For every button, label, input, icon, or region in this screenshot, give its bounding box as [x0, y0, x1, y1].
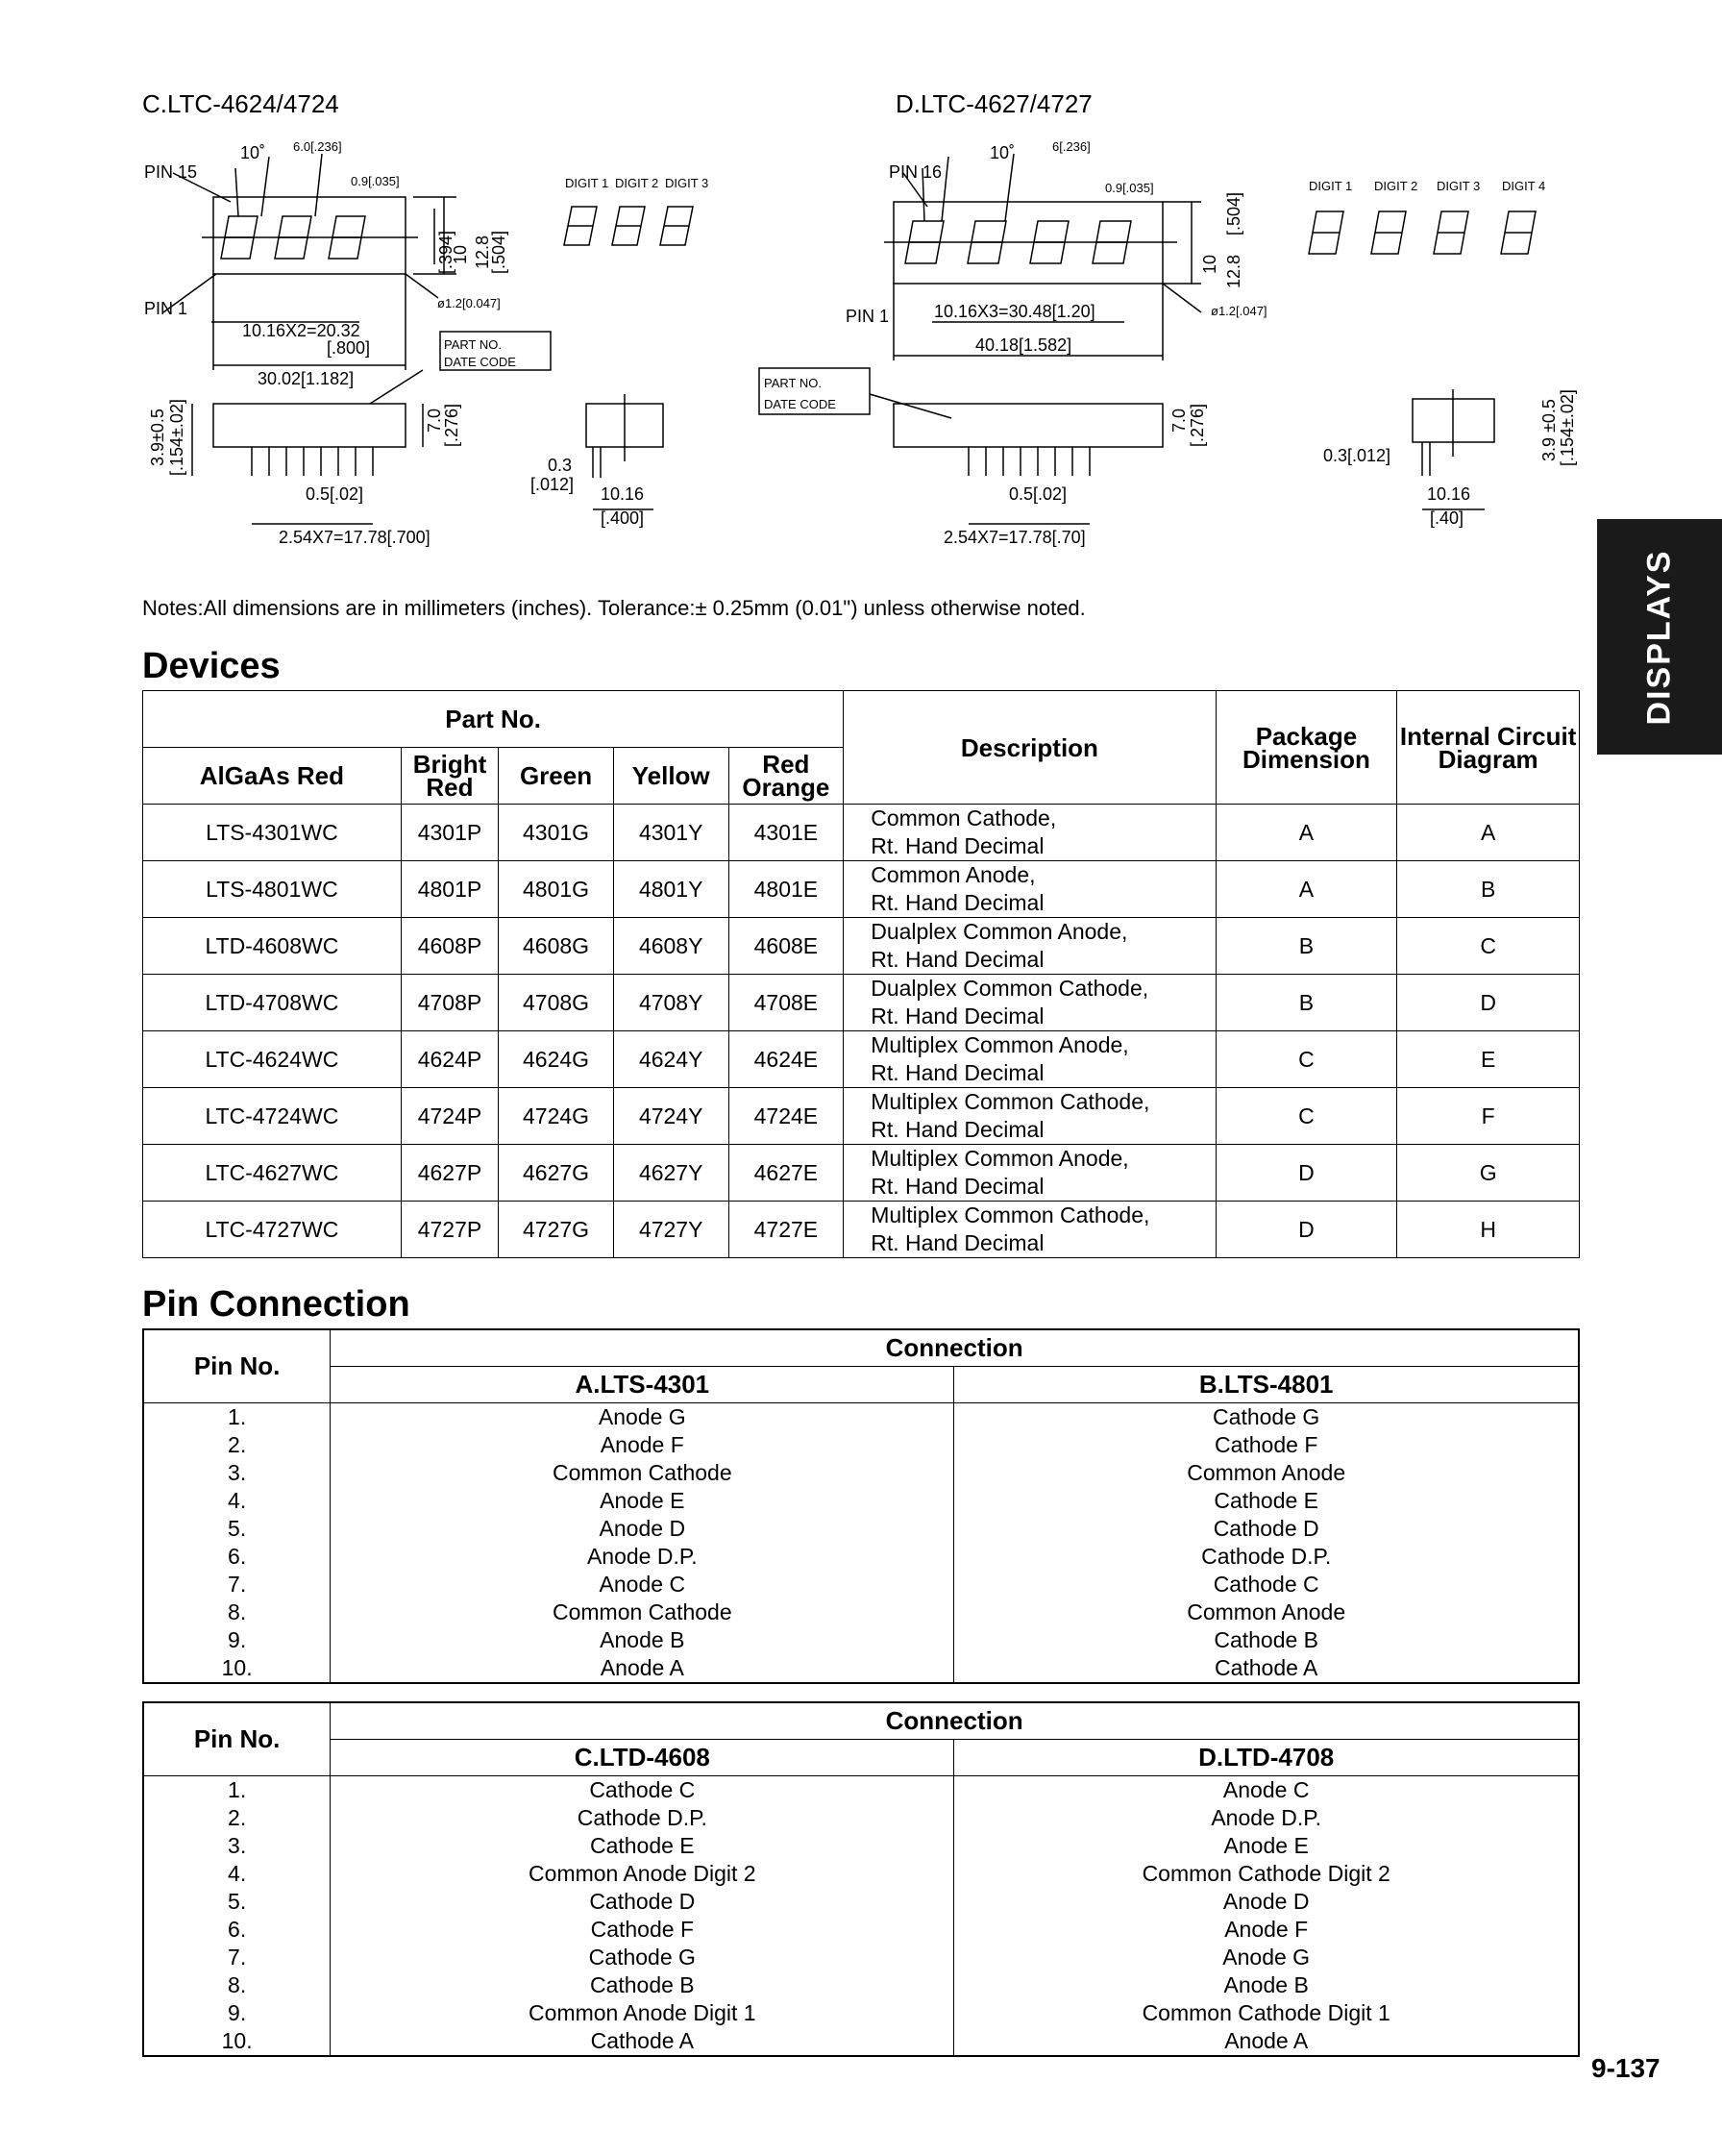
page-number: 9-137	[1591, 2053, 1660, 2083]
device-row	[143, 805, 1580, 861]
pin-connection-a: Cathode A	[331, 2027, 954, 2056]
pin-row	[143, 1515, 1579, 1543]
pin-connection-a: Cathode B	[331, 1971, 954, 1999]
left-label-depth-in: [.276]	[442, 403, 461, 447]
right-label-digit1: DIGIT 1	[1309, 179, 1353, 193]
cell-description	[844, 1145, 1216, 1202]
pin-connection-b: Anode D	[954, 1888, 1579, 1916]
pin-connection-a: Common Anode Digit 2	[331, 1860, 954, 1888]
device-row	[143, 861, 1580, 918]
pin-connection-a: Anode A	[331, 1654, 954, 1683]
devices-header-circuit: Internal Circuit Diagram	[1397, 691, 1580, 805]
pin-connection-a: Cathode D	[331, 1888, 954, 1916]
cell-algaas-red: LTD-4608WC	[143, 918, 402, 975]
right-label-seg-dim: 0.9[.035]	[1105, 181, 1154, 195]
left-label-depth: 7.0	[425, 408, 444, 433]
right-label-pin-pitch: 2.54X7=17.78[.70]	[944, 528, 1086, 547]
left-label-h128: 12.8	[473, 235, 492, 269]
cell-yellow: 4608Y	[613, 918, 728, 975]
right-label-date-code: DATE CODE	[764, 397, 836, 411]
pin-connection-a: Common Cathode	[331, 1459, 954, 1487]
pin-row	[143, 2027, 1579, 2056]
right-label-side-h-in: [.154±.02]	[1558, 389, 1577, 466]
left-label-pin-w: 0.5[.02]	[306, 484, 364, 504]
description-line-1: Multiplex Common Anode,	[871, 1032, 1129, 1057]
pin-number: 4.	[143, 1487, 331, 1515]
right-label-h504: [.504]	[1224, 191, 1243, 235]
cell-green: 4301G	[499, 805, 614, 861]
cell-circuit: G	[1397, 1145, 1580, 1202]
pin-connection-b: Common Cathode Digit 2	[954, 1860, 1579, 1888]
cell-circuit: E	[1397, 1031, 1580, 1088]
left-side-body	[213, 404, 406, 447]
pin-number: 10.	[143, 2027, 331, 2056]
devices-title: Devices	[142, 646, 281, 686]
cell-description	[844, 861, 1216, 918]
description-line-1: Dualplex Common Anode,	[871, 919, 1128, 944]
cell-yellow: 4727Y	[613, 1202, 728, 1258]
description-line-1: Multiplex Common Cathode,	[871, 1202, 1150, 1227]
cell-description	[844, 975, 1216, 1031]
left-schematic-digits	[564, 207, 693, 245]
left-label-end-w-in: [.400]	[601, 508, 645, 528]
pin-connection-a: Cathode F	[331, 1916, 954, 1944]
device-row	[143, 1202, 1580, 1258]
pin-row	[143, 1598, 1579, 1626]
pin-row	[143, 1999, 1579, 2027]
pin-number: 3.	[143, 1459, 331, 1487]
left-label-width: 30.02[1.182]	[258, 369, 355, 388]
cell-package: B	[1216, 975, 1397, 1031]
pin-number: 2.	[143, 1431, 331, 1459]
devices-header-red-orange: Red Orange	[728, 748, 844, 805]
pin-number: 2.	[143, 1804, 331, 1832]
pin-connection-a: Anode B	[331, 1626, 954, 1654]
pin-connection-b: Cathode F	[954, 1431, 1579, 1459]
left-label-pin15: PIN 15	[144, 162, 198, 182]
left-label-digit1: DIGIT 1	[565, 176, 609, 190]
cell-algaas-red: LTC-4624WC	[143, 1031, 402, 1088]
device-row	[143, 1031, 1580, 1088]
cell-package: C	[1216, 1031, 1397, 1088]
pin-connection-a: Common Cathode	[331, 1598, 954, 1626]
right-label-digit3: DIGIT 3	[1437, 179, 1481, 193]
cell-description	[844, 805, 1216, 861]
pin-connection-b: Anode D.P.	[954, 1804, 1579, 1832]
side-tab-label: DISPLAYS	[1640, 549, 1678, 725]
pin-table-1	[142, 1328, 1580, 1684]
left-label-angle: 10˚	[240, 143, 266, 162]
pin-number: 6.	[143, 1916, 331, 1944]
description-line-1: Common Anode,	[871, 862, 1036, 887]
left-label-top-dim: 6.0[.236]	[293, 139, 342, 154]
cell-bright-red: 4624P	[401, 1031, 498, 1088]
pin-row	[143, 1487, 1579, 1515]
cell-red-orange: 4627E	[728, 1145, 844, 1202]
description-line-2: Rt. Hand Decimal	[871, 1004, 1045, 1028]
pin-row	[143, 1626, 1579, 1654]
cell-package: D	[1216, 1145, 1397, 1202]
cell-algaas-red: LTC-4727WC	[143, 1202, 402, 1258]
cell-circuit: F	[1397, 1088, 1580, 1145]
pin-number: 8.	[143, 1598, 331, 1626]
pin-row	[143, 1654, 1579, 1683]
pin-connection-a: Anode F	[331, 1431, 954, 1459]
pin-connection-b: Anode A	[954, 2027, 1579, 2056]
pin-number: 1.	[143, 1402, 331, 1431]
pin-number: 1.	[143, 1775, 331, 1804]
pin-row	[143, 1571, 1579, 1598]
description-line-2: Rt. Hand Decimal	[871, 1117, 1045, 1142]
left-label-seg-dim: 0.9[.035]	[351, 174, 400, 188]
left-front-body	[213, 197, 406, 274]
pin-table-1-pin-no: Pin No.	[143, 1329, 331, 1402]
description-line-2: Rt. Hand Decimal	[871, 947, 1045, 972]
pin-number: 7.	[143, 1944, 331, 1971]
device-row	[143, 918, 1580, 975]
cell-circuit: C	[1397, 918, 1580, 975]
description-line-1: Multiplex Common Cathode,	[871, 1089, 1150, 1114]
cell-algaas-red: LTS-4801WC	[143, 861, 402, 918]
pin-connection-b: Anode C	[954, 1775, 1579, 1804]
cell-green: 4624G	[499, 1031, 614, 1088]
pin-table-2-col-a: C.LTD-4608	[331, 1739, 954, 1775]
pin-number: 9.	[143, 1999, 331, 2027]
cell-red-orange: 4608E	[728, 918, 844, 975]
left-label-end-w: 10.16	[601, 484, 645, 504]
pin-row	[143, 1916, 1579, 1944]
side-tab	[1597, 519, 1722, 755]
cell-algaas-red: LTD-4708WC	[143, 975, 402, 1031]
pin-connection-a: Common Anode Digit 1	[331, 1999, 954, 2027]
cell-yellow: 4724Y	[613, 1088, 728, 1145]
cell-green: 4724G	[499, 1088, 614, 1145]
pin-row	[143, 1543, 1579, 1571]
right-label-side-h: 3.9 ±0.5	[1539, 399, 1559, 461]
left-label-side-h-in: [.154±.02]	[167, 399, 186, 476]
cell-package: C	[1216, 1088, 1397, 1145]
left-label-h10: 10	[451, 244, 470, 264]
left-label-h504: [.504]	[489, 230, 508, 274]
left-label-end-t-in: [.012]	[530, 475, 575, 494]
notes: Notes:All dimensions are in millimeters (inches). Tolerance:± 0.25mm (0.01") unless otherwise noted.	[142, 596, 1086, 620]
description-line-1: Dualplex Common Cathode,	[871, 976, 1149, 1001]
pin-number: 4.	[143, 1860, 331, 1888]
pin-connection-b: Anode E	[954, 1832, 1579, 1860]
cell-circuit: B	[1397, 861, 1580, 918]
cell-yellow: 4301Y	[613, 805, 728, 861]
cell-bright-red: 4627P	[401, 1145, 498, 1202]
cell-package: B	[1216, 918, 1397, 975]
pin-connection-a: Cathode C	[331, 1775, 954, 1804]
cell-bright-red: 4708P	[401, 975, 498, 1031]
pin-row	[143, 1431, 1579, 1459]
drawing-ltc-4627-svg	[764, 130, 1595, 562]
pin-connection-b: Anode G	[954, 1944, 1579, 1971]
pin-row	[143, 1860, 1579, 1888]
right-label-h128: 12.8	[1224, 254, 1243, 288]
pin-connection-a: Anode G	[331, 1402, 954, 1431]
left-label-pin1: PIN 1	[144, 299, 188, 318]
cell-circuit: A	[1397, 805, 1580, 861]
pin-connection-a: Anode D	[331, 1515, 954, 1543]
pin-connection-a: Anode D.P.	[331, 1543, 954, 1571]
pin-row	[143, 1804, 1579, 1832]
right-label-pitch: 10.16X3=30.48[1.20]	[934, 302, 1095, 321]
pin-table-2-col-b: D.LTD-4708	[954, 1739, 1579, 1775]
cell-description	[844, 1088, 1216, 1145]
cell-package: D	[1216, 1202, 1397, 1258]
pin-connection-b: Anode B	[954, 1971, 1579, 1999]
drawing-ltc-4624	[135, 130, 788, 562]
pin-number: 9.	[143, 1626, 331, 1654]
right-side-pins	[969, 447, 1090, 476]
device-row	[143, 975, 1580, 1031]
cell-red-orange: 4624E	[728, 1031, 844, 1088]
pin-table-1-col-b: B.LTS-4801	[954, 1366, 1579, 1402]
pin-connection-b: Common Cathode Digit 1	[954, 1999, 1579, 2027]
cell-bright-red: 4801P	[401, 861, 498, 918]
pin-number: 6.	[143, 1543, 331, 1571]
description-line-2: Rt. Hand Decimal	[871, 833, 1045, 858]
pin-row	[143, 1971, 1579, 1999]
cell-algaas-red: LTC-4724WC	[143, 1088, 402, 1145]
right-schematic-digits	[1309, 211, 1536, 254]
pin-row	[143, 1888, 1579, 1916]
cell-bright-red: 4608P	[401, 918, 498, 975]
devices-header-package: Package Dimension	[1216, 691, 1397, 805]
pin-connection-b: Cathode G	[954, 1402, 1579, 1431]
description-line-2: Rt. Hand Decimal	[871, 890, 1045, 915]
pin-row	[143, 1944, 1579, 1971]
pin-connection-a: Anode E	[331, 1487, 954, 1515]
pin-connection-a: Anode C	[331, 1571, 954, 1598]
pin-number: 5.	[143, 1515, 331, 1543]
left-label-part-no: PART NO.	[444, 337, 502, 352]
devices-header-bright-red: Bright Red	[401, 748, 498, 805]
devices-header-green: Green	[499, 748, 614, 805]
cell-circuit: D	[1397, 975, 1580, 1031]
cell-red-orange: 4727E	[728, 1202, 844, 1258]
pin-connection-b: Common Anode	[954, 1598, 1579, 1626]
description-line-2: Rt. Hand Decimal	[871, 1230, 1045, 1255]
cell-green: 4708G	[499, 975, 614, 1031]
right-label-depth-in: [.276]	[1188, 403, 1207, 447]
pin-row	[143, 1832, 1579, 1860]
pin-connection-b: Anode F	[954, 1916, 1579, 1944]
right-label-pin-w: 0.5[.02]	[1009, 484, 1068, 504]
pin-row	[143, 1459, 1579, 1487]
cell-red-orange: 4708E	[728, 975, 844, 1031]
left-label-pitch-in: [.800]	[327, 338, 371, 358]
right-label-digit4: DIGIT 4	[1502, 179, 1546, 193]
right-label-h10: 10	[1200, 254, 1219, 274]
pin-number: 7.	[143, 1571, 331, 1598]
cell-package: A	[1216, 805, 1397, 861]
cell-yellow: 4624Y	[613, 1031, 728, 1088]
right-label-width: 40.18[1.582]	[975, 335, 1072, 355]
devices-header-algaas-red: AlGaAs Red	[143, 748, 402, 805]
cell-red-orange: 4724E	[728, 1088, 844, 1145]
right-label-depth: 7.0	[1169, 408, 1189, 433]
cell-description	[844, 1031, 1216, 1088]
figure-title-right: D.LTC-4627/4727	[896, 89, 1093, 118]
pin-connection-a: Cathode D.P.	[331, 1804, 954, 1832]
description-line-2: Rt. Hand Decimal	[871, 1174, 1045, 1199]
pin-connection-b: Cathode D	[954, 1515, 1579, 1543]
cell-green: 4801G	[499, 861, 614, 918]
pin-number: 10.	[143, 1654, 331, 1683]
cell-description	[844, 1202, 1216, 1258]
pin-table-1-col-a: A.LTS-4301	[331, 1366, 954, 1402]
pin-table-2	[142, 1701, 1580, 2057]
left-label-end-t: 0.3	[548, 456, 573, 475]
left-label-date-code: DATE CODE	[444, 355, 516, 369]
devices-header-yellow: Yellow	[613, 748, 728, 805]
pin-connection-b: Cathode C	[954, 1571, 1579, 1598]
left-side-pins	[252, 447, 373, 476]
cell-package: A	[1216, 861, 1397, 918]
drawing-ltc-4627	[764, 130, 1595, 562]
cell-green: 4727G	[499, 1202, 614, 1258]
left-label-h394: [.394]	[436, 230, 455, 274]
pin-connection-b: Cathode A	[954, 1654, 1579, 1683]
left-label-pin-pitch: 2.54X7=17.78[.700]	[279, 528, 430, 547]
cell-description	[844, 918, 1216, 975]
pin-connection-b: Common Anode	[954, 1459, 1579, 1487]
right-label-top-dim: 6[.236]	[1052, 139, 1091, 154]
right-label-end-w: 10.16	[1427, 484, 1471, 504]
cell-yellow: 4801Y	[613, 861, 728, 918]
pin-connection-a: Cathode E	[331, 1832, 954, 1860]
description-line-1: Multiplex Common Anode,	[871, 1146, 1129, 1171]
right-label-end-w-in: [.40]	[1430, 508, 1464, 528]
pin-table-2-connection: Connection	[331, 1702, 1579, 1739]
right-label-part-no: PART NO.	[764, 376, 822, 390]
right-label-hole: ø1.2[.047]	[1211, 304, 1267, 318]
right-side-body	[894, 404, 1163, 447]
device-row	[143, 1088, 1580, 1145]
pin-table-2-pin-no: Pin No.	[143, 1702, 331, 1775]
pin-row	[143, 1775, 1579, 1804]
pin-connection-b: Cathode B	[954, 1626, 1579, 1654]
cell-bright-red: 4724P	[401, 1088, 498, 1145]
description-line-1: Common Cathode,	[871, 805, 1057, 830]
pin-row	[143, 1402, 1579, 1431]
cell-red-orange: 4801E	[728, 861, 844, 918]
drawing-ltc-4624-svg	[135, 130, 788, 562]
pin-connection-b: Cathode D.P.	[954, 1543, 1579, 1571]
cell-red-orange: 4301E	[728, 805, 844, 861]
description-line-2: Rt. Hand Decimal	[871, 1060, 1045, 1085]
left-label-digit2: DIGIT 2	[615, 176, 659, 190]
cell-bright-red: 4301P	[401, 805, 498, 861]
right-label-digit2: DIGIT 2	[1374, 179, 1418, 193]
devices-header-part-no: Part No.	[143, 691, 844, 748]
device-row	[143, 1145, 1580, 1202]
pin-number: 5.	[143, 1888, 331, 1916]
devices-table	[142, 690, 1580, 1258]
pin-connection-a: Cathode G	[331, 1944, 954, 1971]
cell-algaas-red: LTC-4627WC	[143, 1145, 402, 1202]
cell-algaas-red: LTS-4301WC	[143, 805, 402, 861]
cell-green: 4627G	[499, 1145, 614, 1202]
figure-title-left: C.LTC-4624/4724	[142, 89, 339, 118]
left-label-digit3: DIGIT 3	[665, 176, 709, 190]
right-label-end-t: 0.3[.012]	[1323, 446, 1391, 465]
cell-circuit: H	[1397, 1202, 1580, 1258]
left-label-hole: ø1.2[0.047]	[437, 296, 501, 310]
left-label-side-h: 3.9±0.5	[148, 409, 167, 466]
cell-yellow: 4627Y	[613, 1145, 728, 1202]
cell-bright-red: 4727P	[401, 1202, 498, 1258]
devices-header-description: Description	[844, 691, 1216, 805]
right-label-angle: 10˚	[990, 143, 1016, 162]
left-label-pitch: 10.16X2=20.32	[242, 321, 360, 340]
pin-number: 8.	[143, 1971, 331, 1999]
pin-connection-b: Cathode E	[954, 1487, 1579, 1515]
pin-number: 3.	[143, 1832, 331, 1860]
right-label-pin1: PIN 1	[846, 307, 890, 326]
cell-green: 4608G	[499, 918, 614, 975]
pin-connection-title: Pin Connection	[142, 1284, 410, 1325]
cell-yellow: 4708Y	[613, 975, 728, 1031]
right-label-pin16: PIN 16	[889, 162, 943, 182]
pin-table-1-connection: Connection	[331, 1329, 1579, 1366]
